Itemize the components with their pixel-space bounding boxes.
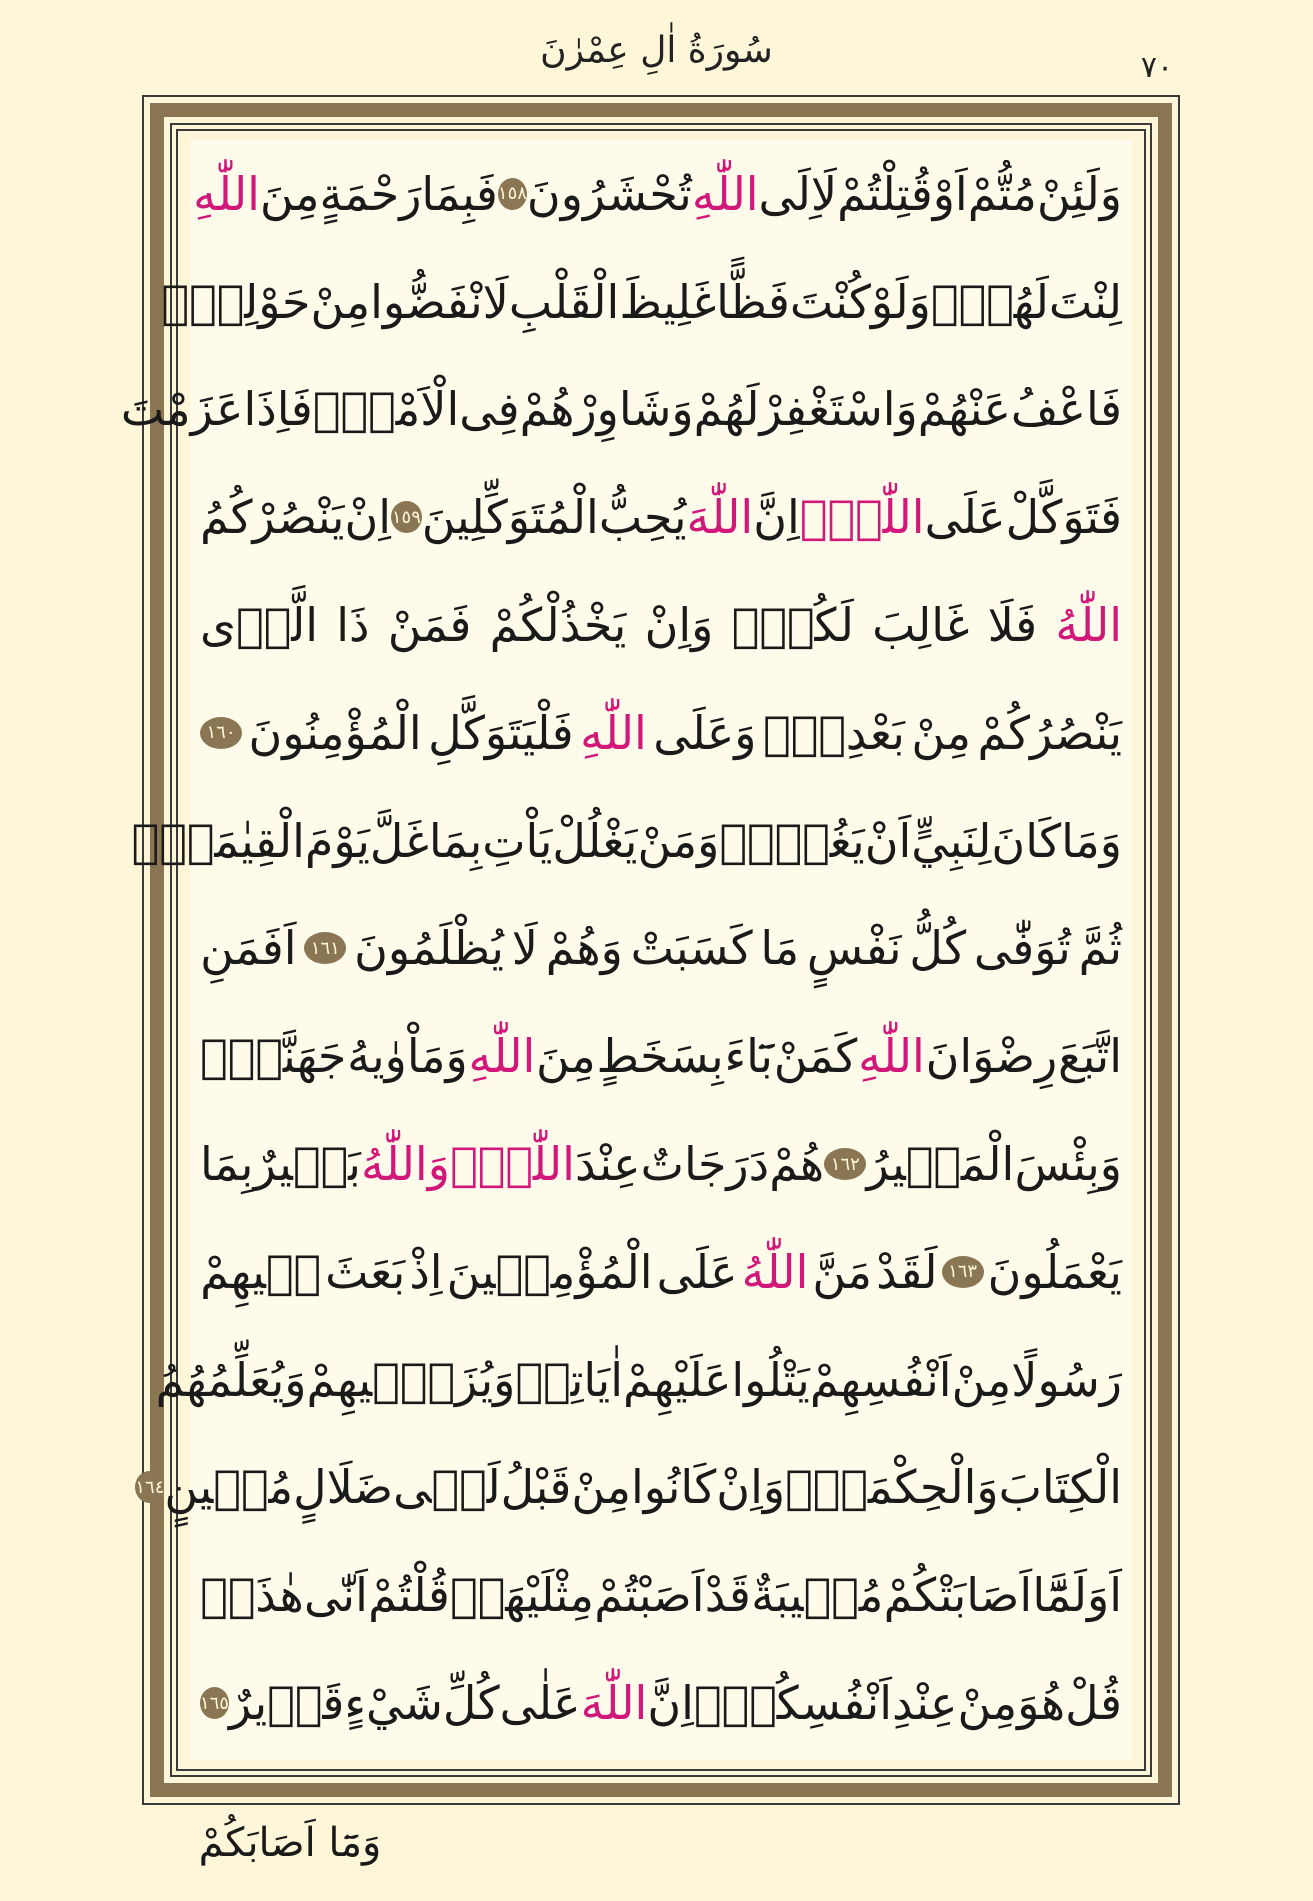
text-line (190, 571, 1132, 679)
word: مِنَ (259, 166, 320, 221)
word: عَنْهُمْ (917, 382, 1011, 437)
word: اَصَبْتُمْ (594, 1568, 705, 1623)
word: فَلْيَتَوَكَّلِ (428, 705, 574, 760)
word: وَلَئِنْ (1036, 166, 1122, 221)
word: عَلَيْهِمْ (623, 1352, 732, 1407)
word: بِسَخَطٍ (596, 1029, 724, 1084)
word: لَكُمْۚ (731, 598, 854, 653)
word: لَفٖى (393, 1460, 501, 1515)
text-line (155, 1326, 1132, 1434)
word: غَلِيظَ (619, 274, 717, 329)
word: يَنْصُرُكُمْ (977, 705, 1122, 760)
verse-number-marker: ١٦١ (304, 932, 346, 964)
word: عِنْدِ (892, 1676, 958, 1731)
word: قَدْ (704, 1568, 751, 1623)
word: اِنْ (344, 490, 392, 545)
word: يَوْمَ (304, 813, 370, 868)
word: قُلْ (1065, 1676, 1122, 1731)
word: اِذْ (409, 1244, 443, 1299)
word: مِثْلَيْهَاۙ (450, 1568, 595, 1623)
word: الْكِتَابَ (998, 1460, 1122, 1515)
word: قُلْتُمْ (368, 1568, 450, 1623)
page-header (0, 0, 1313, 95)
word: هُمْ (769, 1137, 825, 1192)
word: لَاِلَى (758, 166, 838, 221)
surah-title: سُورَةُ اٰلِ عِمْرٰنَ (540, 30, 773, 71)
word: رِضْوَانَ (925, 1029, 1058, 1084)
word: عَلَى (656, 1244, 738, 1299)
word: اِنَّ (753, 490, 800, 545)
word: حَوْلِكَۖ (161, 274, 311, 329)
divine-name-word: وَاللّٰهُ (361, 1137, 450, 1192)
word: وَعَلَى (653, 705, 757, 760)
verse-number-marker: ١٦٠ (200, 717, 242, 749)
word: غَلَّ (369, 813, 429, 868)
word: رَحْمَةٍ (319, 166, 422, 221)
word: عَزَمْتَ (120, 382, 244, 437)
word: مَا (760, 921, 800, 976)
verse-number-marker: ١٦٢ (824, 1148, 866, 1180)
word: الْمُؤْمِنٖينَ (446, 1244, 653, 1299)
word: مِنْ (951, 1352, 1012, 1407)
word: فَاِذَا (243, 382, 313, 437)
word: الْاَمْرِۚ (312, 382, 460, 437)
text-line (161, 248, 1132, 356)
divine-name-word: اللّٰهَ (580, 1676, 648, 1731)
word: يَخْذُلْكُمْ (489, 598, 627, 653)
word: وَاِنْ (644, 598, 714, 653)
word: ثُمَّ (1078, 921, 1122, 976)
word: اٰيَاتِهٖ (515, 1352, 624, 1407)
word: فَلَا (987, 598, 1038, 653)
word: اَنْ (864, 813, 912, 868)
verse-number-marker: ١٦٥ (200, 1687, 229, 1719)
text-lines (120, 140, 1132, 1760)
text-line (190, 140, 1132, 248)
word: كُنْتَ (789, 274, 871, 329)
word: الَّذٖى (200, 598, 319, 653)
divine-name-word: اللّٰهِ (691, 166, 759, 221)
verse-number-marker: ١٦٣ (942, 1256, 984, 1288)
text-line (131, 787, 1132, 895)
word: عِنْدَ (575, 1137, 641, 1192)
divine-name-word: اللّٰهِۜ (450, 1137, 575, 1192)
quran-text-area (120, 140, 1132, 1760)
word: اِنَّ (647, 1676, 694, 1731)
word: يَتْلُوا (731, 1352, 810, 1407)
word: الْقَلْبِ (508, 274, 620, 329)
word: لَهُمْۚ (930, 274, 1049, 329)
word: كَانَ (991, 813, 1062, 868)
word: اَصَابَتْكُمْ (883, 1568, 1033, 1623)
word: اَفَمَنِ (200, 921, 297, 976)
word: وَالْحِكْمَةَۚ (785, 1460, 999, 1515)
word: هُوَ (1017, 1676, 1066, 1731)
text-line (190, 463, 1132, 571)
word: اَوْ (932, 166, 968, 221)
text-line (190, 1110, 1132, 1218)
text-line (190, 1541, 1132, 1649)
word: اتَّبَعَ (1058, 1029, 1122, 1084)
word: الْمُتَوَكِّلِينَ (421, 490, 599, 545)
word: فٖيهِمْ (200, 1244, 322, 1299)
word: اَوَلَمَّٓا (1032, 1568, 1122, 1623)
word: يُظْلَمُونَ (354, 921, 504, 976)
word: رَسُولًا (1011, 1352, 1122, 1407)
word: كُلِّ (442, 1676, 500, 1731)
word: لِنَبِيٍّ (911, 813, 992, 868)
text-line (190, 895, 1132, 1003)
word: تُحْشَرُونَ (526, 166, 692, 221)
word: غَالِبَ (872, 598, 970, 653)
word: مِنَ (536, 1029, 596, 1084)
word: فَظًّا (716, 274, 790, 329)
word: فَمَنْ (387, 598, 472, 653)
word: وَاِنْ (716, 1460, 786, 1515)
word: كُلُّ (909, 921, 967, 976)
word: لَهُمْ (693, 382, 760, 437)
word: مُبٖينٍ (164, 1460, 294, 1515)
word: نَفْسٍ (806, 921, 902, 976)
word: كَمَنْ (773, 1029, 858, 1084)
divine-name-word: اللّٰهِ (858, 1029, 925, 1084)
word: قَدٖيرٌ (228, 1676, 345, 1731)
word: فِى (459, 382, 520, 437)
text-line (190, 1218, 1132, 1326)
word: يُحِبُّ (598, 490, 687, 545)
word: لَا (511, 921, 538, 976)
word: عَلَى (924, 490, 1006, 545)
divine-name-word: اللّٰهِ (193, 166, 260, 221)
word: اَنّٰى (303, 1568, 368, 1623)
word: مِنْ (957, 1676, 1018, 1731)
word: وَمَا (1061, 813, 1122, 868)
word: وَاسْتَغْفِرْ (759, 382, 918, 437)
verse-number-marker: ١٦٤ (135, 1471, 164, 1503)
word: دَرَجَاتٌ (640, 1137, 770, 1192)
text-line (120, 356, 1132, 464)
word: يَغُلَّۜ (719, 813, 865, 868)
text-line (190, 1649, 1132, 1757)
word: وَبِئْسَ (1014, 1137, 1122, 1192)
word: بِمَا (428, 813, 483, 868)
word: يَغْلُلْ (552, 813, 638, 868)
word: مِنْ (911, 705, 972, 760)
text-line (135, 1434, 1132, 1542)
verse-number-marker: ١٥٨ (498, 178, 527, 210)
word: جَهَنَّمُۜ (200, 1029, 347, 1084)
word: وَلَوْ (870, 274, 931, 329)
divine-name-word: اللّٰهِ (580, 705, 647, 760)
divine-name-word: اللّٰهُ (741, 1244, 809, 1299)
word: فَتَوَكَّلْ (1005, 490, 1122, 545)
word: هٰذَاۜ (200, 1568, 304, 1623)
word: قُتِلْتُمْ (837, 166, 933, 221)
text-line (190, 1002, 1132, 1110)
word: وَيُزَكّٖيهِمْ (306, 1352, 516, 1407)
divine-name-word: اللّٰهِ (468, 1029, 536, 1084)
word: ذَا (336, 598, 370, 653)
word: اَنْفُسِهِمْ (809, 1352, 952, 1407)
word: لَانْفَضُّوا (370, 274, 509, 329)
word: تُوَفّٰى (973, 921, 1071, 976)
word: مُصٖيبَةٌ (751, 1568, 884, 1623)
divine-name-word: اللّٰهُ (1055, 598, 1122, 653)
word: وَشَاوِرْهُمْ (519, 382, 694, 437)
verse-number-marker: ١٥٩ (391, 501, 422, 533)
divine-name-word: اللّٰهَ (686, 490, 754, 545)
word: بِمَا (200, 1137, 254, 1192)
word: بَعَثَ (325, 1244, 406, 1299)
word: مَنَّ (812, 1244, 873, 1299)
word: بَصٖيرٌ (253, 1137, 361, 1192)
word: بَعْدِهٖۜ (762, 705, 905, 760)
word: اَنْفُسِكُمْۜ (693, 1676, 892, 1731)
word: كَانُوا (631, 1460, 717, 1515)
word: شَيْءٍ (344, 1676, 443, 1731)
word: الْمُؤْمِنُونَ (248, 705, 422, 760)
word: ضَلَالٍ (293, 1460, 394, 1515)
word: يَنْصُرْكُمُ (200, 490, 345, 545)
word: مِنْ (310, 274, 371, 329)
word: الْقِيٰمَةِۚ (131, 813, 305, 868)
word: فَاعْفُ (1010, 382, 1122, 437)
word: فَبِمَا (421, 166, 498, 221)
text-line (190, 679, 1132, 787)
word: لِنْتَ (1048, 274, 1122, 329)
word: وَمَنْ (637, 813, 720, 868)
word: عَلٰى (499, 1676, 581, 1731)
divine-name-word: اللّٰهِۜ (799, 490, 925, 545)
word: وَيُعَلِّمُهُمُ (155, 1352, 307, 1407)
word: مُتُّمْ (967, 166, 1037, 221)
page-number: ٧٠ (1140, 50, 1174, 85)
word: يَاْتِ (482, 813, 553, 868)
word: الْمَصٖيرُ (866, 1137, 1015, 1192)
word: وَهُمْ (545, 921, 623, 976)
word: يَعْمَلُونَ (987, 1244, 1122, 1299)
word: مِنْ (571, 1460, 632, 1515)
catchword: وَمَٓا اَصَابَكُمْ (198, 1820, 382, 1866)
word: كَسَبَتْ (630, 921, 753, 976)
word: قَبْلُ (500, 1460, 572, 1515)
word: بَٓاءَ (724, 1029, 773, 1084)
word: وَمَاْوٰيهُ (347, 1029, 468, 1084)
word: لَقَدْ (876, 1244, 938, 1299)
